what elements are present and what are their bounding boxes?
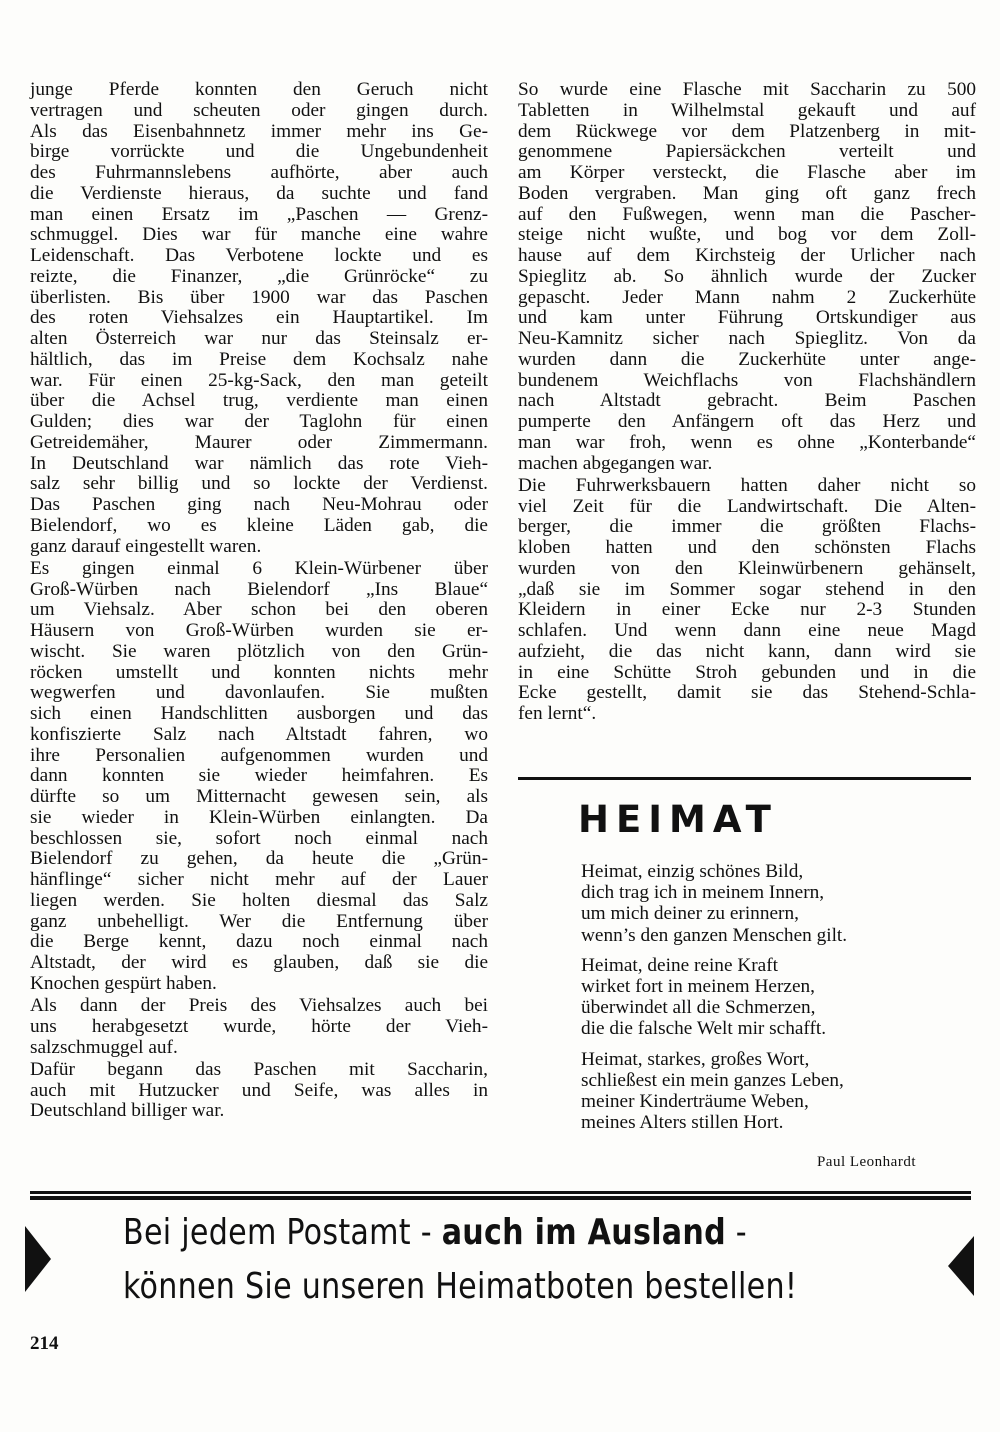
text-line: ganz darauf eingestellt waren.	[30, 535, 262, 557]
text-line: Gulden; dies war der Taglohn für einen	[30, 411, 488, 432]
poem-top-rule	[518, 777, 971, 780]
text-line: schlafen. Und wenn dann eine neue Magd	[518, 620, 976, 641]
text-line: sie wieder in Klein-Würben einlangten. Da	[30, 806, 488, 828]
advert-emphasis: auch im Ausland	[441, 1212, 726, 1253]
text-line: und kam unter Führung Ortskundiger aus	[518, 307, 976, 329]
text-line: Neu-Kamnitz sicher nach Spieglitz. Von da	[518, 328, 976, 349]
text-line: berger, die immer die größten Flachs-	[518, 516, 976, 538]
text-line: Tabletten in Wilhelmstal gekauft und auf	[518, 99, 976, 121]
text-line: Häusern von Groß-Würben wurden sie er-	[30, 620, 488, 641]
text-line: gepascht. Jeder Mann nahm 2 Zuckerhüte	[518, 286, 976, 308]
text-line: birge vorrückte und die Ungebundenheit	[30, 141, 488, 163]
text-line: Altstadt, der wird es glauben, daß sie die	[30, 952, 488, 973]
text-line: am Körper versteckt, die Flasche aber im	[518, 162, 976, 183]
poem-line: wirket fort in meinem Herzen,	[581, 976, 815, 998]
text-line: sich einen Handschlitten ausborgen und das	[30, 703, 488, 724]
text-line: in eine Schütte Stroh gebunden und in die	[518, 661, 976, 683]
text-line: uns herabgesetzt wurde, hörte der Vieh-	[30, 1015, 488, 1037]
footer-rule-top	[30, 1191, 971, 1194]
text-line: junge Pferde konnten den Geruch nicht	[30, 79, 488, 100]
text-line: röcken umstellt und konnten nichts mehr	[30, 661, 488, 683]
poem-line: wenn’s den ganzen Menschen gilt.	[581, 924, 848, 946]
text-line: auf den Fußwegen, wenn man die Pascher-	[518, 203, 976, 225]
text-line: Leidenschaft. Das Verbotene lockte und es	[30, 245, 488, 266]
text-line: wegwerfen und davonlaufen. Sie mußten	[30, 682, 488, 704]
text-line: vertragen und scheuten oder gingen durch.	[30, 99, 488, 121]
text-line: liegen werden. Sie holten diesmal das Salz	[30, 889, 488, 911]
text-line: Kleidern in einer Ecke nur 2-3 Stunden	[518, 599, 976, 621]
poem-line: meiner Kinderträume Weben,	[581, 1091, 809, 1113]
left-text-column	[30, 80, 488, 1124]
text-line: Groß-Würben nach Bielendorf „Ins Blaue“	[30, 578, 488, 600]
text-line: schmuggel. Dies war für manche eine wahre	[30, 224, 488, 246]
text-line: konfiszierte Salz nach Altstadt fahren, wo	[30, 723, 488, 745]
text-line: Die Fuhrwerksbauern hatten daher nicht so	[518, 474, 976, 496]
text-line: auch mit Hutzucker und Seife, was alles in	[30, 1079, 488, 1101]
paragraph	[30, 1060, 488, 1122]
poem-title: HEIMAT	[578, 798, 778, 841]
text-line: salz sehr billig und so lockte der Verdienst.	[30, 473, 488, 495]
poem-line: Heimat, deine reine Kraft	[581, 954, 779, 976]
text-line: alten Österreich war nur das Steinsalz er-	[30, 328, 488, 349]
text-line: nach Altstadt gebracht. Beim Paschen	[518, 390, 976, 412]
text-line: des Fuhrmannslebens aufhörte, aber auch	[30, 162, 488, 183]
poem-stanza	[581, 1049, 847, 1134]
poem-line: dich trag ich in meinem Innern,	[581, 882, 825, 904]
text-line: Als dann der Preis des Viehsalzes auch bei	[30, 995, 488, 1016]
text-line: Dafür begann das Paschen mit Saccharin,	[30, 1058, 488, 1080]
text-line: Getreidemäher, Maurer oder Zimmermann.	[30, 431, 488, 453]
text-line: So wurde eine Flasche mit Saccharin zu 500	[518, 79, 976, 100]
text-line: über die Achsel trug, verdiente man einen	[30, 390, 488, 412]
advert-text: Bei jedem Postamt -	[123, 1212, 442, 1253]
poem-line: um mich deiner zu erinnern,	[581, 903, 799, 925]
text-line: „daß sie im Sommer sogar stehend in den	[518, 578, 976, 600]
poem-stanza	[581, 861, 847, 946]
text-line: Spieglitz ab. So ähnlich wurde der Zucker	[518, 265, 976, 287]
text-line: kloben hatten und den schönsten Flachs	[518, 537, 976, 558]
paragraph	[30, 996, 488, 1058]
text-line: wurden dann die Zuckerhüte unter ange-	[518, 348, 976, 370]
poem-line: die die falsche Welt mir schafft.	[581, 1018, 827, 1040]
paragraph	[30, 559, 488, 995]
text-line: fen lernt“.	[518, 703, 597, 724]
poem-line: schließest ein mein ganzes Leben,	[581, 1069, 844, 1091]
paragraph	[30, 80, 488, 557]
text-line: überlisten. Bis über 1900 war das Paschen	[30, 286, 488, 308]
advert-dash: -	[725, 1212, 747, 1253]
text-line: Boden vergraben. Man ging oft ganz frech	[518, 182, 976, 204]
text-line: Als das Eisenbahnnetz immer mehr ins Ge-	[30, 120, 488, 142]
text-line: pumperte den Anfängern oft das Herz und	[518, 411, 976, 432]
text-line: ihre Personalien aufgenommen wurden und	[30, 744, 488, 766]
poem-line: Heimat, starkes, großes Wort,	[581, 1048, 810, 1070]
footer-rule-bottom	[30, 1196, 971, 1200]
text-line: beschlossen sie, sofort noch einmal nach	[30, 827, 488, 849]
paragraph	[518, 80, 976, 474]
text-line: viel Zeit für die Landwirtschaft. Die Alten-	[518, 495, 976, 517]
text-line: war. Für einen 25-kg-Sack, den man geteilt	[30, 369, 488, 391]
text-line: um Viehsalz. Aber schon bei den oberen	[30, 599, 488, 621]
poem-line: Heimat, einzig schönes Bild,	[581, 861, 804, 882]
text-line: machen abgegangen war.	[518, 452, 713, 474]
text-line: dann konnten sie wieder heimfahren. Es	[30, 765, 488, 787]
text-line: Das Paschen ging nach Neu-Mohrau oder	[30, 494, 488, 515]
text-line: hältlich, das im Preise dem Kochsalz nahe	[30, 348, 488, 370]
text-line: Deutschland billiger war.	[30, 1100, 225, 1122]
left-pointing-triangle-icon	[948, 1236, 974, 1296]
text-line: hause auf dem Kirchsteig der Urlicher nach	[518, 245, 976, 266]
poem-author: Paul Leonhardt	[816, 1154, 916, 1170]
text-line: des roten Viehsalzes ein Hauptartikel. Im	[30, 307, 488, 329]
text-line: genommene Papiersäckchen verteilt und	[518, 141, 976, 163]
text-line: dem Rückwege vor dem Platzenberg in mit-	[518, 120, 976, 142]
poem	[581, 861, 847, 1142]
text-line: die Berge kennt, dazu noch einmal nach	[30, 931, 488, 953]
text-line: die Verdienste hieraus, da suchte und fand	[30, 182, 488, 204]
page-number: 214	[30, 1333, 59, 1354]
text-line: steige nicht wußte, und bog vor dem Zoll-	[518, 224, 976, 246]
text-line: Ecke gestellt, damit sie das Stehend-Schla-	[518, 682, 976, 704]
text-line: Bielendorf zu gehen, da heute die „Grün-	[30, 848, 488, 870]
text-line: man einen Ersatz im „Paschen — Grenz-	[30, 203, 488, 225]
text-line: man war froh, wenn es ohne „Konterbande“	[518, 431, 976, 453]
text-line: wischt. Sie waren plötzlich von den Grün-	[30, 640, 488, 662]
text-line: ganz unbehelligt. Wer die Entfernung über	[30, 910, 488, 932]
paragraph	[518, 476, 976, 725]
text-line: Bielendorf, wo es kleine Läden gab, die	[30, 514, 488, 536]
text-line: reizte, die Finanzer, „die Grünröcke“ zu	[30, 265, 488, 287]
text-line: salzschmuggel auf.	[30, 1036, 178, 1058]
right-text-column	[518, 80, 976, 726]
text-line: aufzieht, die das nicht kann, dann wird sie	[518, 640, 976, 662]
poem-line: meines Alters stillen Hort.	[581, 1112, 784, 1134]
advert-line-2: können Sie unseren Heimatboten bestellen!	[123, 1266, 798, 1307]
text-line: bundenem Weichflachs von Flachshändlern	[518, 369, 976, 391]
text-line: wurden von den Kleinwürbenern gehänselt,	[518, 557, 976, 579]
text-line: In Deutschland war nämlich das rote Vieh-	[30, 452, 488, 474]
right-pointing-triangle-icon	[25, 1226, 51, 1292]
poem-line: überwindet all die Schmerzen,	[581, 997, 816, 1019]
text-line: hänflinge“ sicher nicht mehr auf der Lauer	[30, 869, 488, 890]
text-line: Knochen gespürt haben.	[30, 972, 217, 994]
advert-line-1	[123, 1212, 747, 1253]
poem-stanza	[581, 955, 847, 1040]
text-line: dürfte so um Mitternacht gewesen sein, als	[30, 786, 488, 807]
text-line: Es gingen einmal 6 Klein-Würbener über	[30, 557, 488, 579]
